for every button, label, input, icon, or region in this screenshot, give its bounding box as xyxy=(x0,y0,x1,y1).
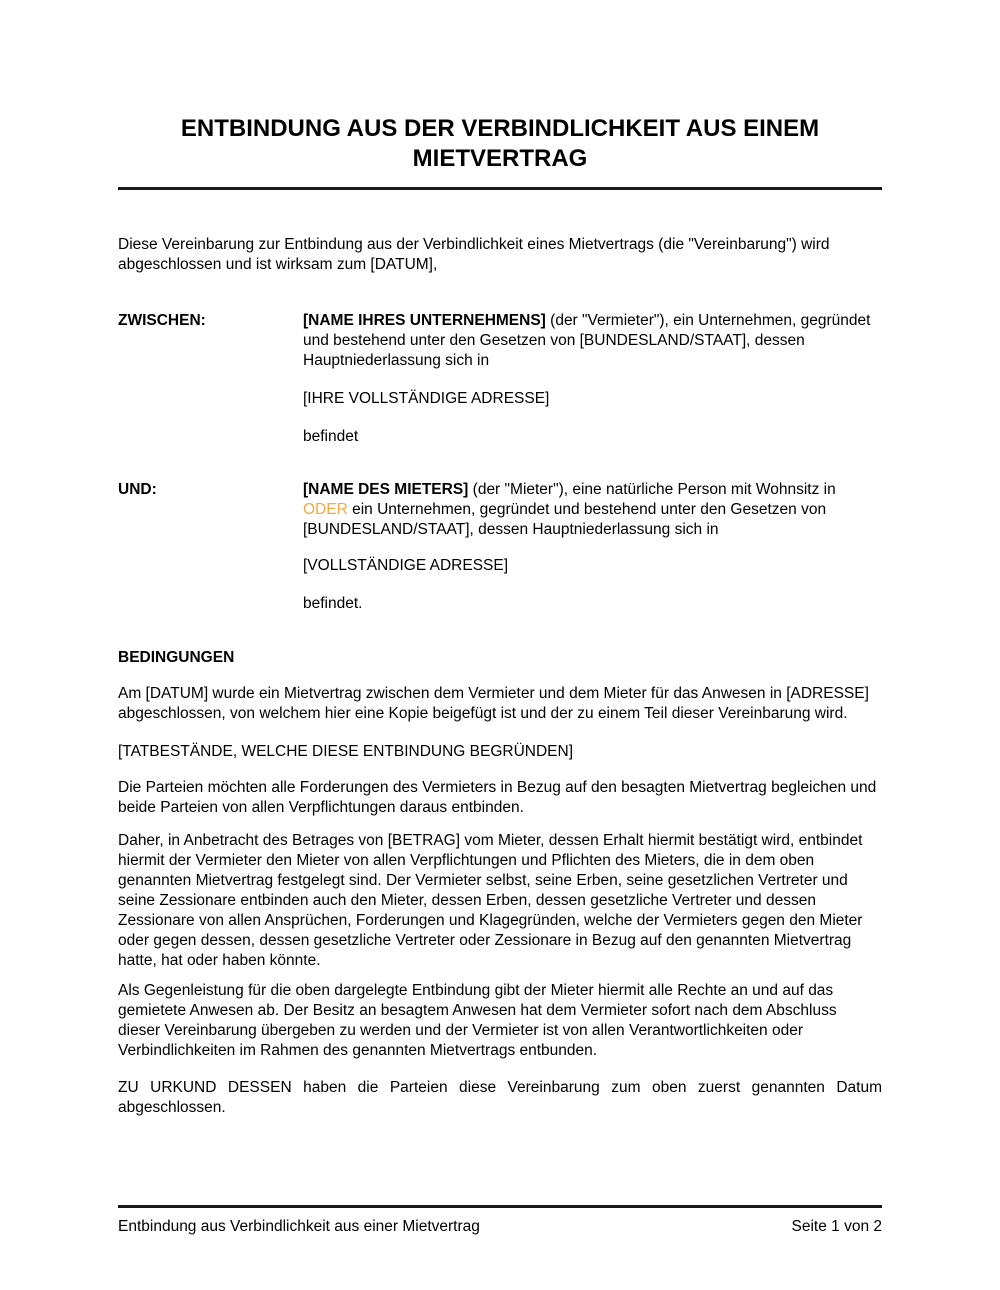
title-divider xyxy=(118,187,882,190)
landlord-name-placeholder: [NAME IHRES UNTERNEHMENS] xyxy=(303,312,546,329)
terms-paragraph-intent: Die Parteien möchten alle Forderungen des Vermieters in Bezug auf den besagten Mietvertrag begleichen und beide Parteien von allen Verpflichtungen daraus entbinden. xyxy=(118,779,877,816)
page-footer xyxy=(118,1205,882,1237)
terms-section xyxy=(118,684,882,1118)
tenant-description xyxy=(303,480,882,540)
landlord-description xyxy=(303,311,882,371)
terms-paragraph-contract: Am [DATUM] wurde ein Mietvertrag zwischen dem Vermieter und dem Mieter für das Anwesen in [ADRESSE] abgeschlossen, von welchem hier eine Kopie beigefügt ist und der zu einem Teil dieser Vereinbarung wird. xyxy=(118,685,869,722)
terms-paragraph-facts-placeholder: [TATBESTÄNDE, WELCHE DIESE ENTBINDUNG BEGRÜNDEN] xyxy=(118,743,574,760)
tenant-address-placeholder: [VOLLSTÄNDIGE ADRESSE] xyxy=(303,557,509,574)
party-row-tenant xyxy=(118,480,882,614)
landlord-closing-word: befindet xyxy=(303,428,359,445)
footer-document-name: Entbindung aus Verbindlichkeit aus einer Mietvertrag xyxy=(118,1218,480,1235)
document-title-line2: MIETVERTRAG xyxy=(412,145,588,172)
intro-paragraph: Diese Vereinbarung zur Entbindung aus der Verbindlichkeit eines Mietvertrags (die "Vereinbarung") wird abgeschlossen und ist wirksam zum [DATUM], xyxy=(118,236,830,273)
party-label-zwischen: ZWISCHEN: xyxy=(118,312,206,329)
landlord-address-placeholder: [IHRE VOLLSTÄNDIGE ADRESSE] xyxy=(303,390,550,407)
landlord-description-text: (der "Vermieter"), ein Unternehmen, gegründet und bestehend unter den Gesetzen von [BUNDESLAND/STAAT], dessen Hauptniederlassung sich in xyxy=(303,312,871,369)
party-content-landlord xyxy=(303,311,882,447)
document-title-line1: ENTBINDUNG AUS DER VERBINDLICHKEIT AUS EINEM xyxy=(180,115,820,142)
footer-page-number: Seite 1 von 2 xyxy=(791,1218,882,1235)
tenant-description-before: (der "Mieter"), eine natürliche Person mit Wohnsitz in xyxy=(472,481,836,498)
tenant-name-placeholder: [NAME DES MIETERS] xyxy=(303,481,469,498)
party-row-landlord xyxy=(118,311,882,447)
tenant-closing-word: befindet. xyxy=(303,595,363,612)
terms-paragraph-consideration: Als Gegenleistung für die oben dargelegte Entbindung gibt der Mieter hiermit alle Rechte an und auf das gemietete Anwesen ab. Der Besitz an besagtem Anwesen hat dem Vermieter sofort nach dem Abschluss dieser Vereinbarung übergeben zu werden und der Vermieter ist von allen Verantwortlichkeiten oder Verbindlichkeiten im Rahmen des genannten Mietvertrags entbunden. xyxy=(118,982,837,1059)
party-content-tenant xyxy=(303,480,882,614)
party-label-und: UND: xyxy=(118,481,157,498)
terms-paragraph-witness: ZU URKUND DESSEN haben die Parteien diese Vereinbarung zum oben zuerst genannten Datum abgeschlossen. xyxy=(118,1079,882,1116)
document-title xyxy=(118,114,882,174)
oder-highlight: ODER xyxy=(303,501,348,518)
tenant-description-after: ein Unternehmen, gegründet und bestehend unter den Gesetzen von [BUNDESLAND/STAAT], dessen Hauptniederlassung sich in xyxy=(303,501,827,538)
terms-heading: BEDINGUNGEN xyxy=(118,649,235,666)
terms-paragraph-release: Daher, in Anbetracht des Betrages von [BETRAG] vom Mieter, dessen Erhalt hiermit bestätigt wird, entbindet hiermit der Vermieter den Mieter von allen Verpflichtungen und Pflichten des Mieters, die in dem oben genannten Mietvertrag festgelegt sind. Der Vermieter selbst, seine Erben, seine gesetzlichen Vertreter und seine Zessionare entbinden auch den Mieter, dessen Erben, dessen gesetzliche Vertreter und dessen Zessionare von allen Ansprüchen, Forderungen und Klagegründen, welche der Vermieters gegen den Mieter oder gegen dessen, dessen gesetzliche Vertreter oder Zessionare in Bezug auf den genannten Mietvertrag hatte, hat oder haben könnte. xyxy=(118,832,863,969)
